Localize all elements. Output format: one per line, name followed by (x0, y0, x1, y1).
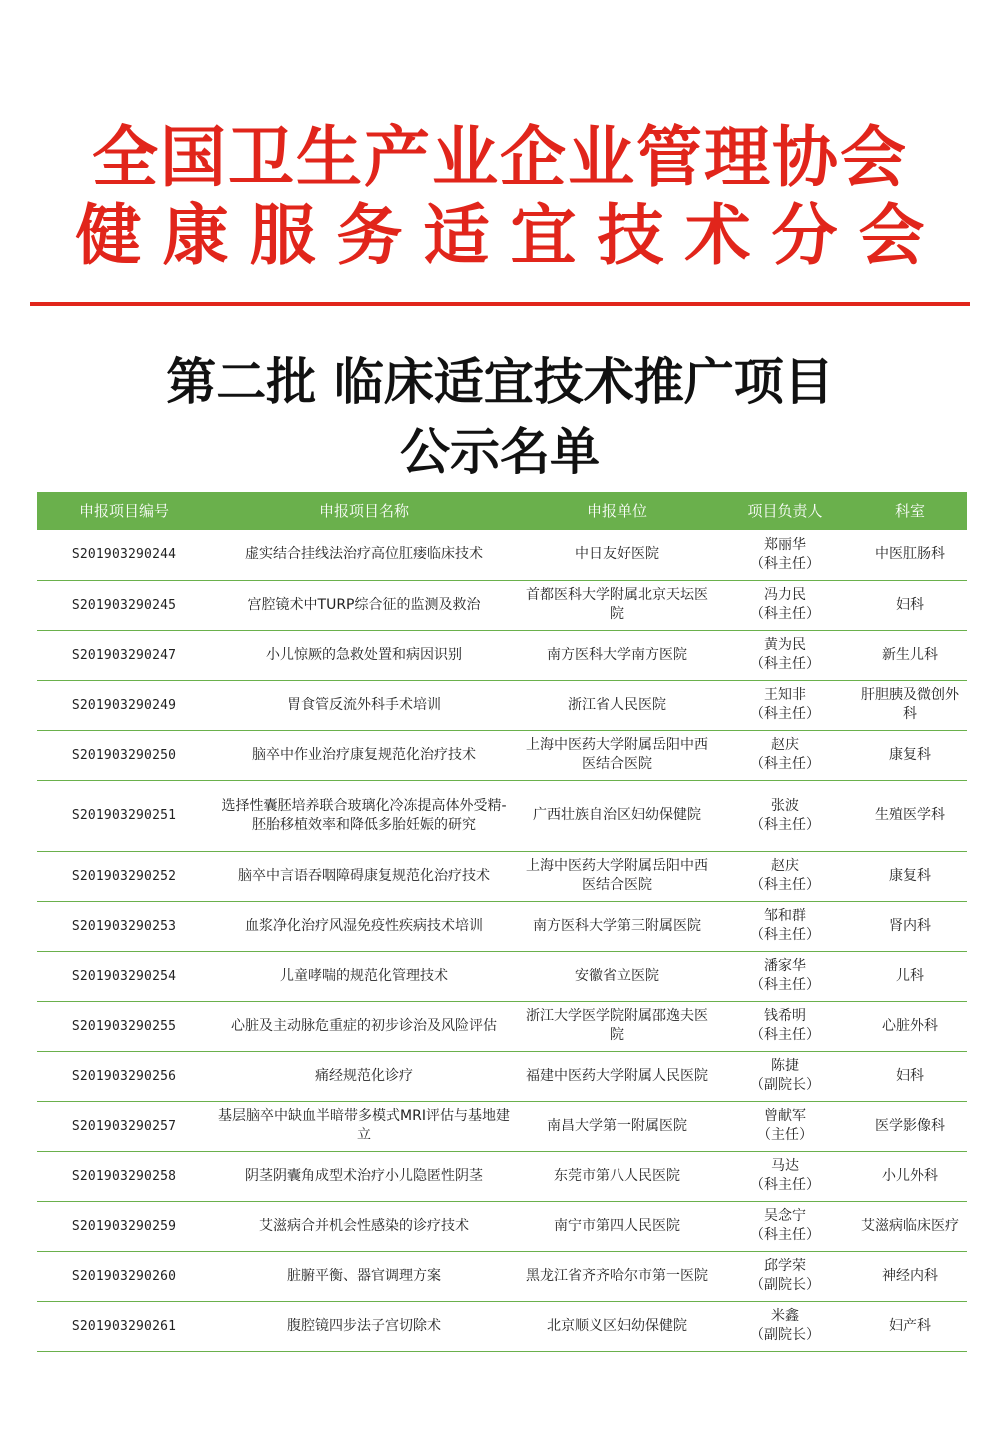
project-lead (717, 951, 853, 1001)
table-row (37, 1001, 967, 1051)
applicant-unit: 福建中医药大学附属人民医院 (517, 1051, 717, 1101)
applicant-unit: 安徽省立医院 (517, 951, 717, 1001)
applicant-unit: 浙江省人民医院 (517, 680, 717, 730)
project-name: 脑卒中作业治疗康复规范化治疗技术 (211, 730, 517, 780)
project-list-table (37, 492, 967, 1352)
project-lead (717, 1151, 853, 1201)
project-code: S201903290260 (37, 1251, 211, 1301)
lead-role: （科主任） (750, 927, 820, 943)
project-code: S201903290258 (37, 1151, 211, 1201)
lead-role: （科主任） (750, 656, 820, 672)
lead-role: （科主任） (750, 877, 820, 893)
project-code: S201903290253 (37, 901, 211, 951)
project-lead (717, 630, 853, 680)
project-code: S201903290244 (37, 530, 211, 580)
project-code: S201903290250 (37, 730, 211, 780)
project-name: 胃食管反流外科手术培训 (211, 680, 517, 730)
project-code: S201903290256 (37, 1051, 211, 1101)
lead-role: （科主任） (750, 606, 820, 622)
lead-role: （副院长） (750, 1077, 820, 1093)
project-lead (717, 730, 853, 780)
department: 新生儿科 (853, 630, 967, 680)
lead-role: （副院长） (750, 1277, 820, 1293)
table-row (37, 851, 967, 901)
project-name: 选择性囊胚培养联合玻璃化冷冻提高体外受精-胚胎移植效率和降低多胎妊娠的研究 (211, 780, 517, 851)
applicant-unit: 浙江大学医学院附属邵逸夫医院 (517, 1001, 717, 1051)
department: 心脏外科 (853, 1001, 967, 1051)
project-lead (717, 1051, 853, 1101)
lead-name: 赵庆 (771, 858, 799, 874)
column-header-lead: 项目负责人 (717, 492, 853, 530)
project-name: 艾滋病合并机会性感染的诊疗技术 (211, 1201, 517, 1251)
project-name: 阴茎阴囊角成型术治疗小儿隐匿性阴茎 (211, 1151, 517, 1201)
lead-name: 潘家华 (764, 958, 806, 974)
applicant-unit: 南宁市第四人民医院 (517, 1201, 717, 1251)
document-title-line2: 公示名单 (400, 423, 600, 481)
project-lead (717, 1101, 853, 1151)
org-name-line2: 健康服务适宜技术分会 (75, 197, 946, 274)
project-lead (717, 680, 853, 730)
department: 神经内科 (853, 1251, 967, 1301)
department: 小儿外科 (853, 1151, 967, 1201)
lead-role: （科主任） (750, 977, 820, 993)
table-row (37, 580, 967, 630)
project-name: 脏腑平衡、器官调理方案 (211, 1251, 517, 1301)
department: 艾滋病临床医疗 (853, 1201, 967, 1251)
applicant-unit: 广西壮族自治区妇幼保健院 (517, 780, 717, 851)
project-name: 脑卒中言语吞咽障碍康复规范化治疗技术 (211, 851, 517, 901)
lead-role: （科主任） (750, 756, 820, 772)
project-code: S201903290259 (37, 1201, 211, 1251)
lead-name: 王知非 (764, 687, 806, 703)
lead-name: 米鑫 (771, 1308, 799, 1324)
table-row (37, 730, 967, 780)
lead-role: （科主任） (750, 1027, 820, 1043)
lead-name: 马达 (771, 1158, 799, 1174)
project-name: 心脏及主动脉危重症的初步诊治及风险评估 (211, 1001, 517, 1051)
lead-role: （副院长） (750, 1327, 820, 1343)
table-row (37, 1201, 967, 1251)
table-row (37, 1251, 967, 1301)
project-lead (717, 851, 853, 901)
org-name-line1: 全国卫生产业企业管理协会 (92, 119, 908, 196)
project-name: 儿童哮喘的规范化管理技术 (211, 951, 517, 1001)
project-name: 腹腔镜四步法子宫切除术 (211, 1301, 517, 1351)
applicant-unit: 中日友好医院 (517, 530, 717, 580)
lead-name: 邱学荣 (764, 1258, 806, 1274)
column-header-code: 申报项目编号 (37, 492, 211, 530)
applicant-unit: 上海中医药大学附属岳阳中西医结合医院 (517, 851, 717, 901)
applicant-unit: 南方医科大学南方医院 (517, 630, 717, 680)
department: 肾内科 (853, 901, 967, 951)
table-row (37, 901, 967, 951)
project-name: 宫腔镜术中TURP综合征的监测及救治 (211, 580, 517, 630)
project-lead (717, 1001, 853, 1051)
applicant-unit: 北京顺义区妇幼保健院 (517, 1301, 717, 1351)
department: 肝胆胰及微创外科 (853, 680, 967, 730)
column-header-dept: 科室 (853, 492, 967, 530)
table-row (37, 951, 967, 1001)
lead-role: （科主任） (750, 1227, 820, 1243)
project-name: 痛经规范化诊疗 (211, 1051, 517, 1101)
project-lead (717, 1251, 853, 1301)
table-row (37, 780, 967, 851)
table-row (37, 1051, 967, 1101)
table-row (37, 680, 967, 730)
lead-role: （科主任） (750, 706, 820, 722)
lead-name: 赵庆 (771, 737, 799, 753)
lead-name: 吴念宁 (764, 1208, 806, 1224)
project-name: 基层脑卒中缺血半暗带多模式MRI评估与基地建立 (211, 1101, 517, 1151)
lead-name: 郑丽华 (764, 536, 806, 553)
lead-role: （科主任） (750, 1177, 820, 1193)
project-code: S201903290261 (37, 1301, 211, 1351)
project-code: S201903290249 (37, 680, 211, 730)
applicant-unit: 上海中医药大学附属岳阳中西医结合医院 (517, 730, 717, 780)
table-row (37, 1301, 967, 1351)
project-code: S201903290245 (37, 580, 211, 630)
project-lead (717, 1301, 853, 1351)
department: 康复科 (853, 851, 967, 901)
project-name: 小儿惊厥的急救处置和病因识别 (211, 630, 517, 680)
applicant-unit: 南方医科大学第三附属医院 (517, 901, 717, 951)
applicant-unit: 南昌大学第一附属医院 (517, 1101, 717, 1151)
table-row (37, 630, 967, 680)
column-header-name: 申报项目名称 (211, 492, 517, 530)
project-lead (717, 901, 853, 951)
table-row (37, 1151, 967, 1201)
table-header-row (37, 492, 967, 530)
project-code: S201903290252 (37, 851, 211, 901)
applicant-unit: 黑龙江省齐齐哈尔市第一医院 (517, 1251, 717, 1301)
lead-role: （主任） (757, 1127, 813, 1143)
lead-name: 黄为民 (764, 637, 806, 653)
table-row (37, 530, 967, 580)
table-row (37, 1101, 967, 1151)
department: 生殖医学科 (853, 780, 967, 851)
department: 妇科 (853, 1051, 967, 1101)
project-lead (717, 780, 853, 851)
column-header-unit: 申报单位 (517, 492, 717, 530)
project-name: 虚实结合挂线法治疗高位肛瘘临床技术 (211, 530, 517, 580)
lead-name: 陈捷 (771, 1058, 799, 1074)
department: 康复科 (853, 730, 967, 780)
document-title-line1: 第二批 临床适宜技术推广项目 (166, 353, 834, 411)
project-code: S201903290257 (37, 1101, 211, 1151)
applicant-unit: 东莞市第八人民医院 (517, 1151, 717, 1201)
project-name: 血浆净化治疗风湿免疫性疾病技术培训 (211, 901, 517, 951)
department: 中医肛肠科 (853, 530, 967, 580)
applicant-unit: 首都医科大学附属北京天坛医院 (517, 580, 717, 630)
project-lead (717, 1201, 853, 1251)
department: 妇科 (853, 580, 967, 630)
project-code: S201903290255 (37, 1001, 211, 1051)
lead-name: 张波 (771, 797, 799, 814)
lead-name: 钱希明 (764, 1008, 806, 1024)
project-code: S201903290251 (37, 780, 211, 851)
project-code: S201903290247 (37, 630, 211, 680)
project-code: S201903290254 (37, 951, 211, 1001)
project-lead (717, 580, 853, 630)
department: 儿科 (853, 951, 967, 1001)
lead-name: 邹和群 (764, 908, 806, 924)
project-lead (717, 530, 853, 580)
lead-name: 冯力民 (764, 587, 806, 603)
department: 妇产科 (853, 1301, 967, 1351)
header-divider (30, 302, 970, 306)
lead-role: （科主任） (750, 816, 820, 833)
department: 医学影像科 (853, 1101, 967, 1151)
lead-role: （科主任） (750, 555, 820, 572)
lead-name: 曾献军 (764, 1108, 806, 1124)
